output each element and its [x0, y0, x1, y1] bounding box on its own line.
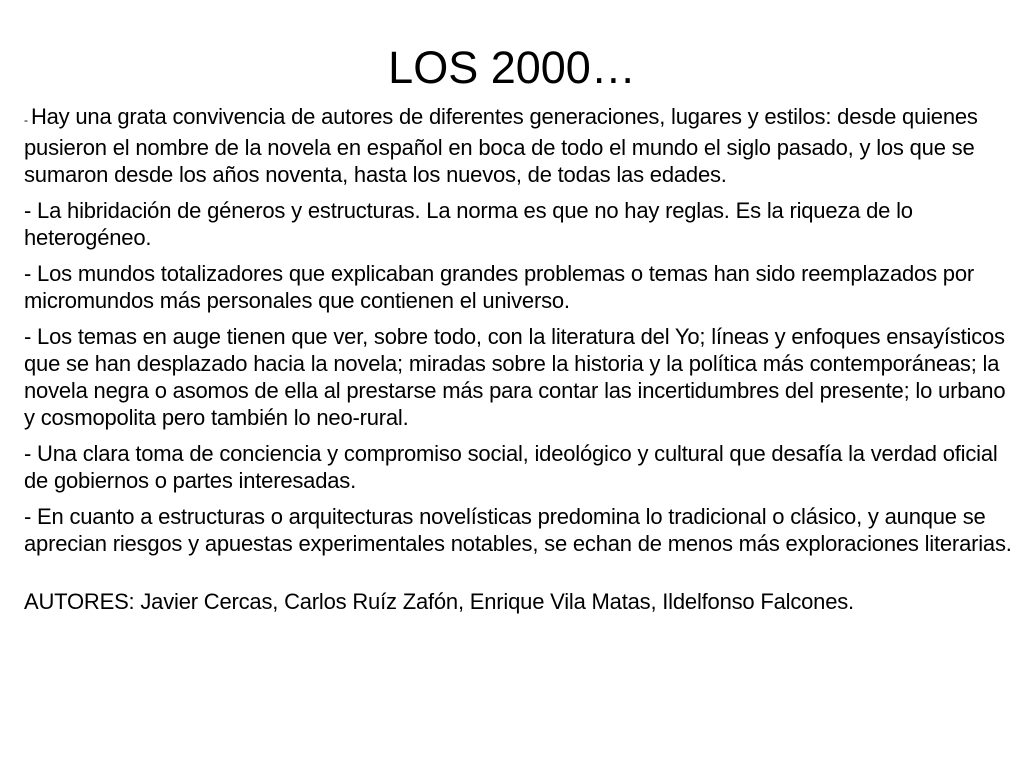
bullet-dash: -: [24, 441, 38, 466]
paragraph-text: En cuanto a estructuras o arquitecturas novelísticas predomina lo tradicional o clásico, y aunque se aprecian riesgos y apuestas experimentales notables, se echan de menos más exploraciones literarias.: [24, 504, 1012, 556]
paragraph-2: [24, 197, 1014, 251]
bullet-dash: -: [24, 504, 38, 529]
paragraph-6: [24, 503, 1014, 557]
bullet-dash: -: [24, 113, 31, 127]
slide-body: [24, 103, 1014, 624]
bullet-dash: -: [24, 324, 38, 349]
authors-line: AUTORES: Javier Cercas, Carlos Ruíz Zafón, Enrique Vila Matas, Ildelfonso Falcones.: [24, 589, 854, 614]
spacer: [24, 566, 1014, 588]
paragraph-text: Los mundos totalizadores que explicaban grandes problemas o temas han sido reemplazados por micromundos más personales que contienen el universo.: [24, 261, 974, 313]
paragraph-text: Una clara toma de conciencia y compromiso social, ideológico y cultural que desafía la verdad oficial de gobiernos o partes interesadas.: [24, 441, 998, 493]
paragraph-3: [24, 260, 1014, 314]
paragraph-4: [24, 323, 1014, 431]
paragraph-5: [24, 440, 1014, 494]
bullet-dash: -: [24, 198, 38, 223]
paragraph-text: Hay una grata convivencia de autores de diferentes generaciones, lugares y estilos: desde quienes pusieron el nombre de la novela en español en boca de todo el mundo el siglo pasado, y los que se sumaron desde los años noventa, hasta los nuevos, de todas las edades.: [24, 104, 978, 187]
paragraph-text: Los temas en auge tienen que ver, sobre todo, con la literatura del Yo; líneas y enfoques ensayísticos que se han desplazado hacia la novela; miradas sobre la historia y la política más contemporáneas; la novela negra o asomos de ella al prestarse más para contar las incertidumbres del presente; lo urbano y cosmopolita pero también lo neo-rural.: [24, 324, 1006, 430]
paragraph-text: La hibridación de géneros y estructuras. La norma es que no hay reglas. Es la riqueza de lo heterogéneo.: [24, 198, 913, 250]
slide-title: LOS 2000…: [388, 42, 636, 93]
bullet-dash: -: [24, 261, 38, 286]
paragraph-1: [24, 103, 1014, 188]
